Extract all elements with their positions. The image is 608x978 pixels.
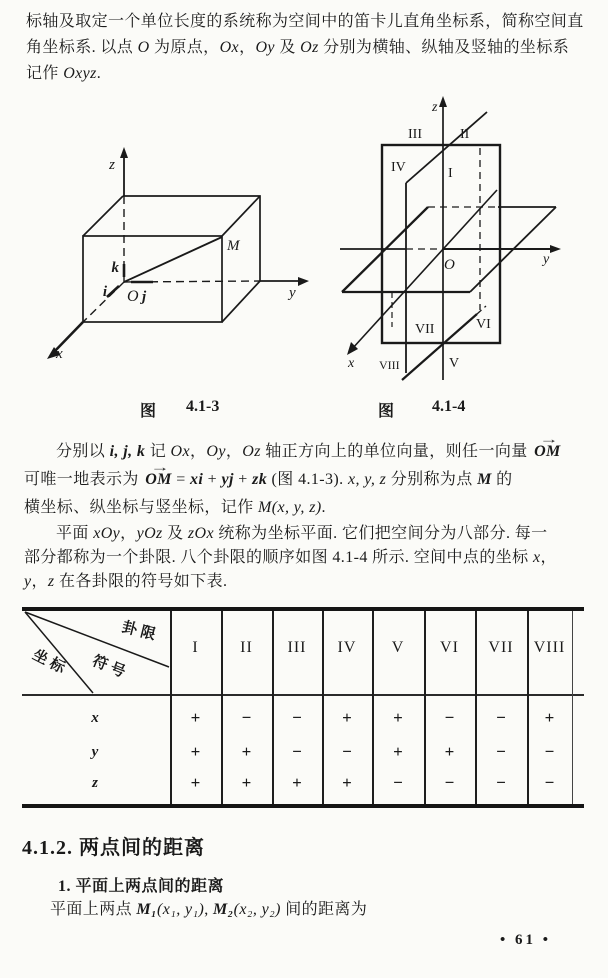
text-segment: 为原点， (149, 39, 220, 56)
text-segment: M₁ (136, 901, 158, 918)
text-segment: + (203, 471, 222, 488)
vector-term: → OM (534, 438, 561, 466)
text-segment: Ox (219, 39, 240, 56)
axes (47, 147, 309, 359)
text-segment: ， (225, 443, 243, 460)
corner-label-octant: 卦限 (120, 619, 162, 645)
sign-cell: − (544, 773, 555, 792)
coordinate-row-label: y (91, 744, 99, 760)
text-line (24, 522, 598, 546)
text-segment: O (137, 39, 150, 56)
text-segment: 平面 (56, 525, 94, 542)
text-line (24, 432, 600, 466)
table-vline (572, 611, 573, 804)
y-axis-label: y (289, 285, 296, 301)
caption-prefix: 图 (140, 403, 157, 420)
text-segment: ， (189, 443, 207, 460)
text-segment: , (204, 901, 214, 918)
text-segment: 的 (491, 471, 513, 488)
table-vline (527, 611, 529, 804)
hidden-edges (83, 196, 260, 322)
octant-column-header: IV (337, 639, 357, 656)
sign-cell: + (444, 742, 455, 761)
table-vline (272, 611, 274, 804)
octant-label-8: VIII (379, 358, 400, 372)
text-segment: (x₁, y₁) (157, 901, 205, 918)
sign-cell: − (496, 773, 506, 792)
sign-cell: − (444, 708, 455, 727)
sign-cell: + (190, 742, 201, 761)
y-axis-label: y (543, 252, 550, 267)
y-axis-arrow (550, 245, 561, 253)
z-axis-arrow (120, 147, 128, 158)
octant-column-header: VIII (533, 639, 566, 656)
text-line (26, 9, 596, 35)
text-segment: y (24, 573, 32, 590)
text-segment: Oxyz (63, 65, 97, 82)
tilted-plane (392, 112, 487, 380)
text-line (24, 570, 598, 594)
sign-cell: − (496, 708, 506, 727)
z-axis-label: z (109, 157, 115, 173)
corner-label-coordinate: 坐标 (29, 647, 71, 679)
text-segment: (x₂, y₂) (233, 901, 281, 918)
text-segment: z (47, 573, 55, 590)
text-segment: 分别以 (56, 443, 110, 460)
table-vline (424, 611, 426, 804)
octant-label-5: V (449, 356, 460, 371)
coordinate-row-label: x (91, 710, 99, 726)
text-segment: (图 4.1-3). (267, 471, 348, 488)
text-segment: M (477, 471, 492, 488)
sign-cell: − (393, 773, 403, 792)
text-segment: M₂ (213, 901, 234, 918)
text-segment: = (171, 471, 191, 488)
table-vline (475, 611, 477, 804)
sign-cell: − (342, 742, 352, 761)
text-line (26, 61, 596, 87)
text-segment: . (321, 499, 326, 516)
text-segment: + (233, 471, 253, 488)
text-segment: 记 (145, 443, 171, 460)
sign-cell: + (342, 708, 352, 727)
caption-fig-4-1-3 (140, 398, 219, 421)
sign-cell: − (444, 773, 455, 792)
k-label: k (111, 260, 119, 276)
text-segment: Ox (170, 443, 190, 460)
origin-label: O (444, 257, 455, 273)
paragraph-4 (50, 898, 590, 922)
sign-cell: + (292, 773, 302, 792)
caption-number: 4.1-4 (432, 398, 466, 415)
text-segment: i, j, k (109, 443, 146, 460)
paragraph-2 (24, 432, 600, 522)
octant-label-6: VI (476, 317, 491, 332)
text-segment: 角坐标系. 以点 (26, 39, 138, 56)
text-segment: Oy (206, 443, 226, 460)
paragraph-3 (24, 522, 598, 594)
sign-cell: − (292, 742, 302, 761)
text-segment: 标轴及取定一个单位长度的系统称为空间中的笛卡儿直角坐标系，简称空间直 (26, 13, 584, 30)
octant-column-header: VI (440, 639, 459, 656)
octant-column-header: II (240, 639, 253, 656)
text-segment: 记作 (26, 65, 64, 82)
x-axis-label: x (348, 356, 355, 371)
text-segment: x (532, 549, 541, 566)
box-edges (83, 196, 260, 322)
text-segment: 部分都称为一个卦限. 八个卦限的顺序如图 4.1-4 所示. 空间中点的坐标 (24, 549, 533, 566)
text-segment: 间的距离为 (280, 901, 368, 918)
caption-fig-4-1-4 (378, 398, 465, 421)
vector-arrow-icon: → (539, 432, 560, 446)
octant-label-1: I (448, 166, 453, 181)
octant-label-2: II (460, 127, 470, 142)
caption-prefix: 图 (378, 403, 395, 420)
caption-number: 4.1-3 (186, 398, 220, 415)
subsection-heading: 1. 平面上两点间的距离 (58, 878, 225, 895)
octant-label-3: III (408, 127, 422, 142)
text-segment: ， (239, 39, 256, 56)
sign-cell: + (342, 773, 352, 792)
text-segment: ， (540, 549, 557, 566)
text-segment: xOy (93, 525, 121, 542)
octant-column-header: VII (488, 639, 514, 656)
vector-arrow-icon: → (150, 460, 171, 474)
octant-sign-table (22, 607, 584, 808)
octant-column-header: III (287, 639, 307, 656)
text-segment: yj (221, 471, 234, 488)
text-line (24, 546, 598, 570)
sign-cell: + (190, 773, 201, 792)
text-segment: Oz (242, 443, 261, 460)
octant-label-7: VII (415, 322, 435, 337)
text-segment: 分别为横轴、纵轴及竖轴的坐标系 (318, 39, 570, 56)
z-axis-arrow (439, 96, 447, 107)
text-segment: yOz (136, 525, 163, 542)
sign-cell: + (393, 742, 403, 761)
text-segment: 统称为坐标平面. 它们把空间分为八部分. 每一 (213, 525, 548, 542)
text-segment: 在各卦限的符号如下表. (54, 573, 228, 590)
text-segment: ， (120, 525, 137, 542)
sign-cell: + (190, 708, 201, 727)
table-vline (372, 611, 374, 804)
text-segment: x, y, z (347, 471, 387, 488)
octant-column-header: V (391, 639, 405, 656)
z-axis-label: z (432, 100, 438, 115)
point-M-label: M (227, 238, 240, 254)
octant-column-header: I (192, 639, 199, 656)
text-segment: 及 (162, 525, 188, 542)
page-number: • 61 • (500, 932, 552, 948)
vector-term: → OM (145, 466, 172, 494)
sign-cell: + (393, 708, 403, 727)
table-vline (221, 611, 223, 804)
sign-cell: − (544, 742, 555, 761)
text-line (24, 460, 600, 494)
figure-4-1-4 (330, 95, 600, 400)
figure-4-1-3 (30, 105, 330, 395)
table-vline (170, 611, 172, 804)
text-segment: Oy (255, 39, 275, 56)
section-heading: 4.1.2. 两点间的距离 (22, 837, 205, 859)
table-bottom-rule (22, 804, 584, 808)
text-segment: 轴正方向上的单位向量，则任一向量 (260, 443, 533, 460)
sign-cell: + (241, 742, 252, 761)
text-line (24, 494, 600, 522)
text-segment: 可唯一地表示为 (24, 471, 144, 488)
text-segment: . (96, 65, 102, 82)
text-line (50, 898, 590, 922)
corner-label-sign: 符号 (89, 653, 132, 683)
text-line (26, 35, 596, 61)
table-vline (322, 611, 324, 804)
y-axis-arrow (298, 277, 309, 286)
text-segment: zOx (187, 525, 214, 542)
x-axis-label: x (56, 346, 63, 362)
text-segment: 及 (274, 39, 301, 56)
sign-cell: − (496, 742, 506, 761)
text-segment: Oz (300, 39, 319, 56)
text-segment: 分别称为点 (386, 471, 478, 488)
sign-cell: − (292, 708, 302, 727)
coordinate-row-label: z (92, 775, 98, 791)
diagonal-OM (124, 237, 222, 282)
text-segment: zk (252, 471, 268, 488)
text-segment: xi (190, 471, 204, 488)
text-segment: 横坐标、纵坐标与竖坐标，记作 (24, 499, 259, 516)
i-label: i (102, 284, 107, 300)
text-segment: ， (31, 573, 48, 590)
sign-cell: − (241, 708, 252, 727)
i-vector (107, 286, 119, 297)
paragraph-1 (26, 9, 596, 87)
octant-label-4: IV (391, 160, 406, 175)
origin-label: O (127, 288, 139, 305)
text-segment: 平面上两点 (50, 901, 137, 918)
sign-cell: + (241, 773, 252, 792)
text-segment: M(x, y, z) (258, 499, 322, 516)
sign-cell: + (544, 708, 555, 727)
j-label: j (142, 289, 147, 305)
